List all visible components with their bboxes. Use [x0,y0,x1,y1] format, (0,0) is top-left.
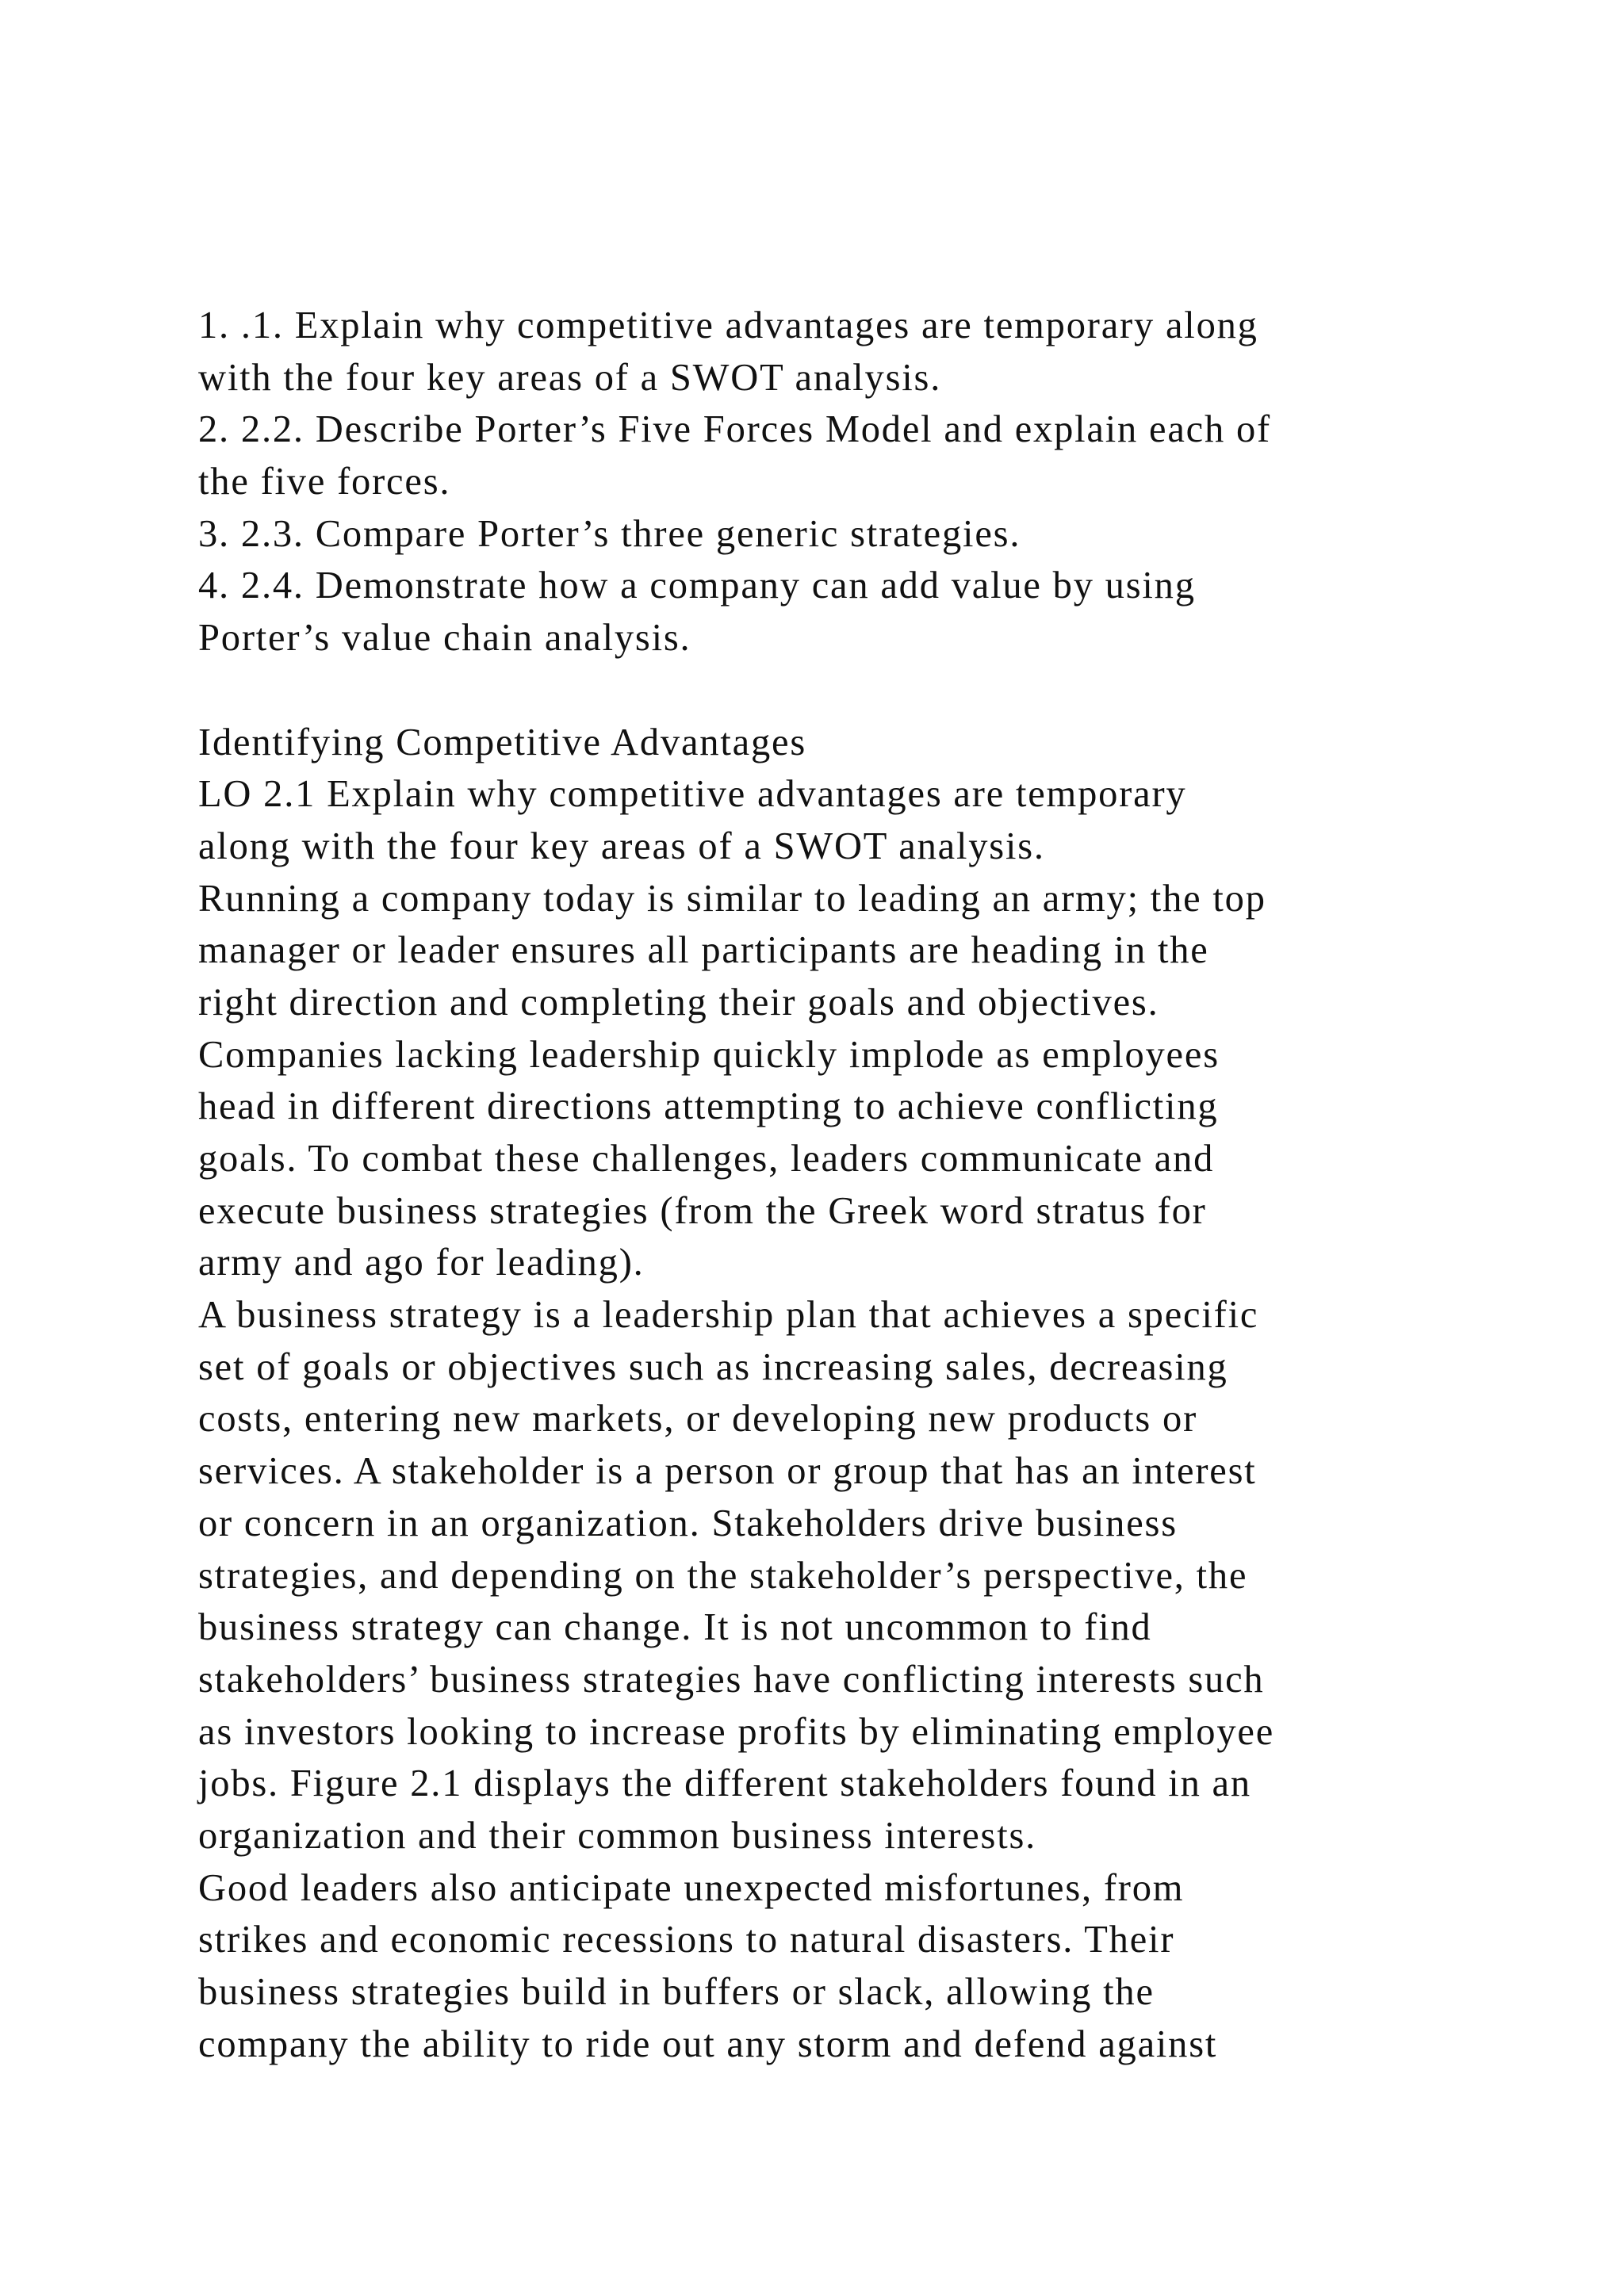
paragraph-3-line-2: strikes and economic recessions to natural disasters. Their [198,1919,1175,1961]
paragraph-1-line-8: army and ago for leading). [198,1242,645,1284]
paragraph-3-line-1: Good leaders also anticipate unexpected misfortunes, from [198,1866,1185,1909]
paragraph-2-line-9: as investors looking to increase profits by eliminating employee [198,1710,1275,1753]
paragraph-2-line-1: A business strategy is a leadership plan that achieves a specific [198,1294,1259,1337]
paragraph-1-line-2: manager or leader ensures all participants are heading in the [198,929,1209,972]
paragraph-1-line-3: right direction and completing their goals and objectives. [198,981,1159,1024]
objective-3-line-1: 3. 2.3. Compare Porter’s three generic strategies. [198,512,1021,555]
objective-2-line-1: 2. 2.2. Describe Porter’s Five Forces Model and explain each of [198,408,1271,451]
paragraph-2-line-10: jobs. Figure 2.1 displays the different stakeholders found in an [198,1762,1251,1805]
paragraph-2-line-8: stakeholders’ business strategies have conflicting interests such [198,1658,1265,1701]
objective-1-line-2: with the four key areas of a SWOT analysis. [198,356,942,399]
paragraph-2-line-5: or concern in an organization. Stakeholders drive business [198,1502,1178,1544]
paragraph-3-line-4: company the ability to ride out any storm and defend against [198,2022,1218,2065]
paragraph-2-line-2: set of goals or objectives such as increasing sales, decreasing [198,1345,1228,1388]
paragraph-2-line-6: strategies, and depending on the stakeholder’s perspective, the [198,1554,1248,1597]
section-heading: Identifying Competitive Advantages [198,721,807,763]
learning-objective-line-2: along with the four key areas of a SWOT analysis. [198,825,1045,867]
blank-line [198,664,1499,717]
paragraph-2-line-3: costs, entering new markets, or developing new products or [198,1398,1198,1441]
objective-4-line-1: 4. 2.4. Demonstrate how a company can add value by using [198,564,1196,607]
paragraph-1-line-5: head in different directions attempting to achieve conflicting [198,1085,1219,1128]
paragraph-1-line-1: Running a company today is similar to leading an army; the top [198,877,1266,920]
learning-objective-line-1: LO 2.1 Explain why competitive advantages are temporary [198,773,1187,816]
paragraph-1-line-6: goals. To combat these challenges, leaders communicate and [198,1138,1215,1180]
document-body [198,300,1499,2070]
objective-1-line-1: 1. .1. Explain why competitive advantages are temporary along [198,304,1258,346]
paragraph-2-line-7: business strategy can change. It is not uncommon to find [198,1606,1152,1649]
paragraph-3-line-3: business strategies build in buffers or slack, allowing the [198,1971,1155,2013]
objective-2-line-2: the five forces. [198,461,451,503]
paragraph-1-line-7: execute business strategies (from the Greek word stratus for [198,1189,1207,1232]
paragraph-2-line-11: organization and their common business interests. [198,1814,1037,1857]
paragraph-2-line-4: services. A stakeholder is a person or group that has an interest [198,1450,1257,1493]
objective-4-line-2: Porter’s value chain analysis. [198,617,691,660]
paragraph-1-line-4: Companies lacking leadership quickly implode as employees [198,1033,1220,1076]
